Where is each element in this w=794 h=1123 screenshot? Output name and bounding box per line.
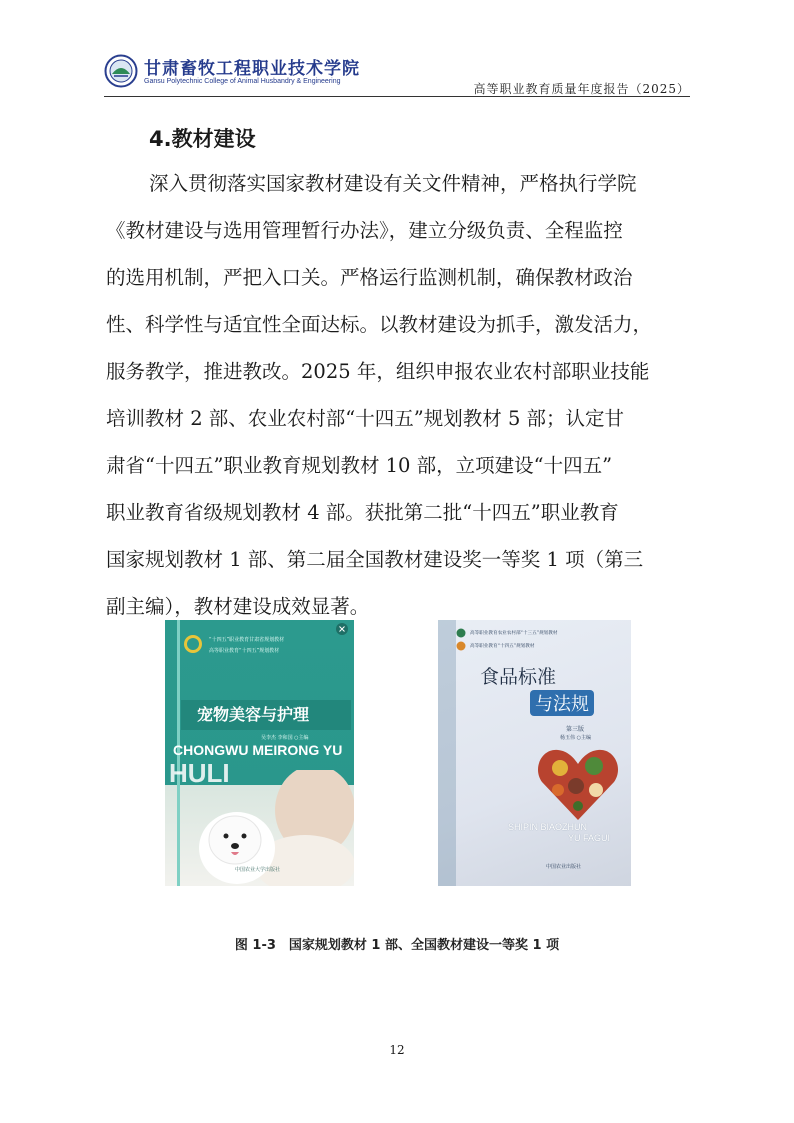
paragraph-line: 职业教育省级规划教材 4 部。获批第二批“十四五”职业教育 (106, 501, 619, 524)
cover2-publisher: 中国农业出版社 (546, 864, 582, 870)
cover1-authors: 吴李杰 李和国 ○主编 (261, 735, 309, 741)
paragraph-line: 的选用机制，严把入口关。严格运行监测机制，确保教材政治 (106, 266, 633, 289)
cover-edge (438, 620, 456, 886)
page-number: 12 (389, 1043, 405, 1057)
paragraph-line: 性、科学性与适宜性全面达标。以教材建设为抓手，激发活力， (106, 313, 653, 336)
college-logo (104, 54, 138, 88)
cover1-series-line1: “十四五”职业教育甘肃省规划教材 (209, 637, 285, 643)
cover1-publisher: 中国农业大学出版社 (235, 867, 281, 873)
series-badge-icon (456, 628, 466, 638)
paragraph-line: 副主编），教材建设成效显著。 (106, 595, 370, 618)
cover2-series-line1: 高等职业教育农业农村部“十三五”规划教材 (470, 631, 558, 636)
section-heading: 4.教材建设 (149, 127, 256, 151)
header-divider (104, 96, 690, 97)
book-cover-food-standards (438, 620, 631, 886)
page-header (104, 52, 690, 98)
body-paragraph (106, 160, 690, 630)
book-cover-pet-grooming (165, 620, 354, 886)
cover2-pinyin-line2: YU FAGUI (568, 833, 611, 843)
cover2-title-line2: 与法规 (530, 690, 594, 716)
series-badge-icon (183, 634, 203, 654)
cover1-pinyin-line2: HULI (169, 758, 230, 788)
cover2-pinyin-line1: SHIPIN BIAOZHUN (508, 822, 588, 832)
cover1-series-line2: 高等职业教育“十四五”规划教材 (209, 648, 280, 654)
cover2-title-line1: 食品标准 (480, 666, 557, 688)
paragraph-line: 服务教学，推进教改。2025 年，组织申报农业农村部职业技能 (106, 360, 650, 383)
cover2-edition: 第三版 (566, 726, 585, 733)
cover2-editor: 杨玉伟 ○主编 (560, 735, 591, 741)
cover1-pinyin-line1: CHONGWU MEIRONG YU (173, 742, 343, 758)
paragraph-line: 肃省“十四五”职业教育规划教材 10 部，立项建设“十四五” (106, 454, 613, 477)
heart-food-illustration (536, 744, 620, 824)
school-name-cn: 甘肃畜牧工程职业技术学院 (144, 59, 360, 79)
paragraph-line: 国家规划教材 1 部、第二届全国教材建设奖一等奖 1 项（第三 (106, 548, 644, 571)
school-name-en: Gansu Polytechnic College of Animal Husbandry & Engineering (144, 78, 341, 85)
report-title: 高等职业教育质量年度报告（2025） (473, 82, 690, 96)
paragraph-line: 深入贯彻落实国家教材建设有关文件精神，严格执行学院 (149, 172, 637, 195)
cover1-title: 宠物美容与护理 (197, 705, 310, 724)
paragraph-line: 《教材建设与选用管理暂行办法》，建立分级负责、全程监控 (106, 219, 623, 242)
close-icon (335, 622, 349, 636)
figure-caption: 图 1-3 国家规划教材 1 部、全国教材建设一等奖 1 项 (234, 938, 560, 953)
paragraph-line: 培训教材 2 部、农业农村部“十四五”规划教材 5 部；认定甘 (106, 407, 625, 430)
cover2-series-line2: 高等职业教育“十四五”规划教材 (470, 644, 535, 649)
series-badge-icon (456, 641, 466, 651)
